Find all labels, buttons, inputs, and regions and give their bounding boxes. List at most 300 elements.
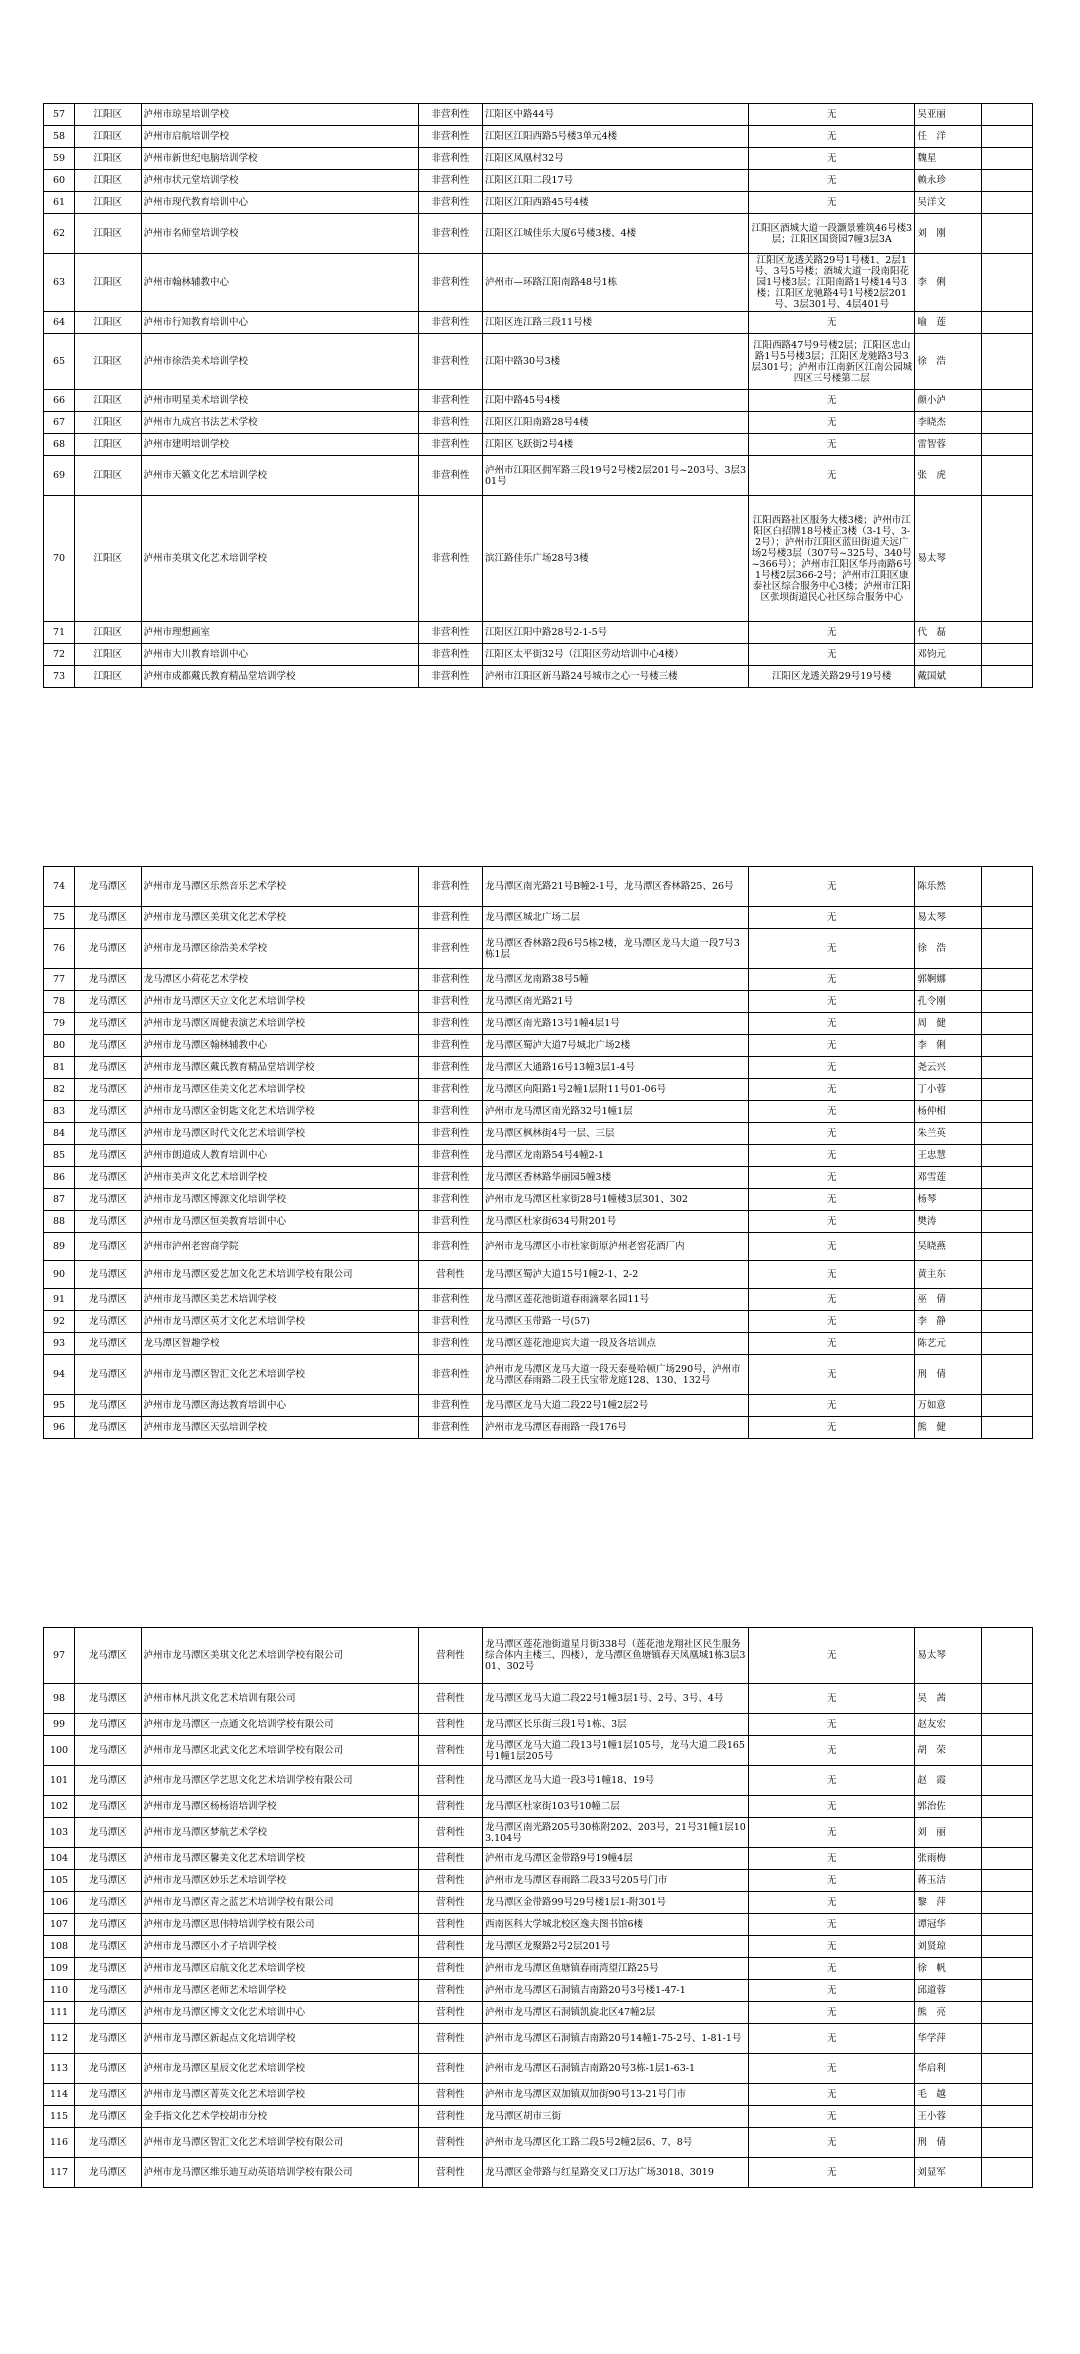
school-name-cell: 泸州市九成宫书法艺术学校 — [141, 412, 418, 434]
row-number-cell: 59 — [44, 148, 75, 170]
registered-address-cell: 泸州市龙马潭区化工路二段5号2幢2层6、7、8号 — [483, 2128, 749, 2158]
branch-address-cell: 无 — [749, 907, 915, 929]
nature-cell: 非营利性 — [418, 1013, 482, 1035]
registered-address-cell: 龙马潭区龙马大道二段13号1幢1层105号，龙马大道二段165号1幢1层205号 — [483, 1736, 749, 1766]
row-number-cell: 113 — [44, 2054, 75, 2084]
remark-cell — [981, 1311, 1032, 1333]
school-name-cell: 泸州市现代教育培训中心 — [141, 192, 418, 214]
school-name-cell: 龙马潭区智趣学校 — [141, 1333, 418, 1355]
district-cell: 江阳区 — [75, 644, 142, 666]
remark-cell — [981, 214, 1032, 254]
district-cell: 江阳区 — [75, 434, 142, 456]
table-row — [44, 2054, 1033, 2084]
row-number-cell: 66 — [44, 390, 75, 412]
school-name-cell: 泸州市龙马潭区美艺术培训学校 — [141, 1289, 418, 1311]
branch-address-cell: 无 — [749, 1211, 915, 1233]
district-cell: 龙马潭区 — [75, 1013, 142, 1035]
nature-cell: 非营利性 — [418, 334, 482, 390]
remark-cell — [981, 622, 1032, 644]
principal-cell: 代 磊 — [915, 622, 982, 644]
principal-cell: 吴亚丽 — [915, 104, 982, 126]
row-number-cell: 68 — [44, 434, 75, 456]
remark-cell — [981, 1289, 1032, 1311]
principal-cell: 周 健 — [915, 1013, 982, 1035]
district-cell: 江阳区 — [75, 622, 142, 644]
registered-address-cell: 龙马潭区南光路13号1幢4层1号 — [483, 1013, 749, 1035]
school-name-cell: 泸州市美声文化艺术培训学校 — [141, 1167, 418, 1189]
table-body — [44, 104, 1033, 688]
district-cell: 江阳区 — [75, 214, 142, 254]
branch-address-cell: 无 — [749, 104, 915, 126]
row-number-cell: 64 — [44, 312, 75, 334]
table-row — [44, 929, 1033, 969]
principal-cell: 刘 刚 — [915, 214, 982, 254]
school-name-cell: 泸州市龙马潭区爱艺加文化艺术培训学校有限公司 — [141, 1261, 418, 1289]
remark-cell — [981, 929, 1032, 969]
table-row — [44, 1818, 1033, 1848]
registered-address-cell: 江阳区江阳中路28号2-1-5号 — [483, 622, 749, 644]
table-row — [44, 622, 1033, 644]
registered-address-cell: 龙马潭区莲花池街道春雨滴翠名园11号 — [483, 1289, 749, 1311]
nature-cell: 非营利性 — [418, 991, 482, 1013]
table-row — [44, 1936, 1033, 1958]
nature-cell: 营利性 — [418, 1892, 482, 1914]
principal-cell: 赵 霞 — [915, 1766, 982, 1796]
school-name-cell: 泸州市龙马潭区一点通文化培训学校有限公司 — [141, 1714, 418, 1736]
district-cell: 龙马潭区 — [75, 991, 142, 1013]
nature-cell: 非营利性 — [418, 1355, 482, 1395]
branch-address-cell: 无 — [749, 312, 915, 334]
nature-cell: 非营利性 — [418, 170, 482, 192]
nature-cell: 非营利性 — [418, 496, 482, 622]
branch-address-cell: 无 — [749, 1289, 915, 1311]
remark-cell — [981, 1057, 1032, 1079]
nature-cell: 营利性 — [418, 2158, 482, 2188]
registered-address-cell: 龙马潭区杜家街103号10幢二层 — [483, 1796, 749, 1818]
district-cell: 江阳区 — [75, 126, 142, 148]
principal-cell: 刑 倩 — [915, 1355, 982, 1395]
school-table-1 — [43, 103, 1033, 688]
nature-cell: 非营利性 — [418, 1145, 482, 1167]
row-number-cell: 99 — [44, 1714, 75, 1736]
nature-cell: 营利性 — [418, 2024, 482, 2054]
principal-cell: 邓钧元 — [915, 644, 982, 666]
nature-cell: 营利性 — [418, 1870, 482, 1892]
registered-address-cell: 江阳区太平街32号（江阳区劳动培训中心4楼） — [483, 644, 749, 666]
registered-address-cell: 泸州市龙马潭区龙马大道一段天泰曼哈顿广场290号，泸州市龙马潭区春雨路二段王氏宝带龙庭128、130、132号 — [483, 1355, 749, 1395]
principal-cell: 易太琴 — [915, 907, 982, 929]
district-cell: 江阳区 — [75, 254, 142, 312]
remark-cell — [981, 2128, 1032, 2158]
principal-cell: 刘贤琼 — [915, 1936, 982, 1958]
branch-address-cell: 无 — [749, 867, 915, 907]
school-name-cell: 泸州市朗道成人教育培训中心 — [141, 1145, 418, 1167]
nature-cell: 营利性 — [418, 2106, 482, 2128]
school-name-cell: 泸州市龙马潭区启航文化艺术培训学校 — [141, 1958, 418, 1980]
row-number-cell: 60 — [44, 170, 75, 192]
principal-cell: 华学萍 — [915, 2024, 982, 2054]
registered-address-cell: 江阳区江城佳乐大厦6号楼3楼、4楼 — [483, 214, 749, 254]
registered-address-cell: 龙马潭区南光路21号B幢2-1号，龙马潭区香林路25、26号 — [483, 867, 749, 907]
registered-address-cell: 龙马潭区胡市三街 — [483, 2106, 749, 2128]
registered-address-cell: 龙马潭区南光路205号30栋附202、203号，21号31幢1层103.104号 — [483, 1818, 749, 1848]
table-row — [44, 496, 1033, 622]
table-row — [44, 1958, 1033, 1980]
school-name-cell: 泸州市龙马潭区学艺思文化艺术培训学校有限公司 — [141, 1766, 418, 1796]
school-name-cell: 泸州市龙马潭区星辰文化艺术培训学校 — [141, 2054, 418, 2084]
table-row — [44, 991, 1033, 1013]
row-number-cell: 73 — [44, 666, 75, 688]
row-number-cell: 95 — [44, 1395, 75, 1417]
principal-cell: 吴 茜 — [915, 1684, 982, 1714]
district-cell: 龙马潭区 — [75, 1914, 142, 1936]
principal-cell: 樊涛 — [915, 1211, 982, 1233]
nature-cell: 非营利性 — [418, 126, 482, 148]
school-name-cell: 泸州市龙马潭区天立文化艺术培训学校 — [141, 991, 418, 1013]
branch-address-cell: 无 — [749, 1684, 915, 1714]
row-number-cell: 97 — [44, 1628, 75, 1684]
table-row — [44, 1714, 1033, 1736]
nature-cell: 非营利性 — [418, 1417, 482, 1439]
registered-address-cell: 泸州市龙马潭区杜家街28号1幢楼3层301、302 — [483, 1189, 749, 1211]
principal-cell: 李晓杰 — [915, 412, 982, 434]
nature-cell: 非营利性 — [418, 1079, 482, 1101]
remark-cell — [981, 1233, 1032, 1261]
branch-address-cell: 无 — [749, 1355, 915, 1395]
principal-cell: 谭冠华 — [915, 1914, 982, 1936]
remark-cell — [981, 1211, 1032, 1233]
table-row — [44, 1261, 1033, 1289]
district-cell: 龙马潭区 — [75, 1848, 142, 1870]
branch-address-cell: 无 — [749, 2024, 915, 2054]
branch-address-cell: 江阳区酒城大道一段灏景雅筑46号楼3层；江阳区国资园7幢3层3A — [749, 214, 915, 254]
district-cell: 龙马潭区 — [75, 1167, 142, 1189]
branch-address-cell: 无 — [749, 1167, 915, 1189]
table-row — [44, 334, 1033, 390]
row-number-cell: 69 — [44, 456, 75, 496]
school-name-cell: 泸州市龙马潭区妙乐艺术培训学校 — [141, 1870, 418, 1892]
school-name-cell: 泸州市翰林辅教中心 — [141, 254, 418, 312]
registered-address-cell: 江阳区凤凰村32号 — [483, 148, 749, 170]
principal-cell: 易太琴 — [915, 1628, 982, 1684]
table-row — [44, 1684, 1033, 1714]
branch-address-cell: 无 — [749, 1079, 915, 1101]
row-number-cell: 100 — [44, 1736, 75, 1766]
table-row — [44, 1167, 1033, 1189]
row-number-cell: 80 — [44, 1035, 75, 1057]
branch-address-cell: 无 — [749, 1766, 915, 1796]
principal-cell: 邱道蓉 — [915, 1980, 982, 2002]
school-name-cell: 泸州市龙马潭区博文文化艺术培训中心 — [141, 2002, 418, 2024]
district-cell: 龙马潭区 — [75, 1333, 142, 1355]
principal-cell: 李 俐 — [915, 1035, 982, 1057]
school-name-cell: 泸州市龙马潭区博源文化培训学校 — [141, 1189, 418, 1211]
remark-cell — [981, 644, 1032, 666]
remark-cell — [981, 2084, 1032, 2106]
district-cell: 龙马潭区 — [75, 1101, 142, 1123]
nature-cell: 非营利性 — [418, 1211, 482, 1233]
school-name-cell: 泸州市龙马潭区北武文化艺术培训学校有限公司 — [141, 1736, 418, 1766]
table-row — [44, 1766, 1033, 1796]
table-row — [44, 1395, 1033, 1417]
district-cell: 江阳区 — [75, 334, 142, 390]
table-row — [44, 1189, 1033, 1211]
nature-cell: 非营利性 — [418, 254, 482, 312]
table-row — [44, 456, 1033, 496]
district-cell: 龙马潭区 — [75, 1796, 142, 1818]
nature-cell: 营利性 — [418, 1958, 482, 1980]
registered-address-cell: 江阳区江阳西路45号4楼 — [483, 192, 749, 214]
row-number-cell: 67 — [44, 412, 75, 434]
branch-address-cell: 无 — [749, 622, 915, 644]
school-name-cell: 泸州市龙马潭区新起点文化培训学校 — [141, 2024, 418, 2054]
remark-cell — [981, 1333, 1032, 1355]
nature-cell: 非营利性 — [418, 390, 482, 412]
remark-cell — [981, 2024, 1032, 2054]
principal-cell: 丁小蓉 — [915, 1079, 982, 1101]
row-number-cell: 94 — [44, 1355, 75, 1395]
school-name-cell: 泸州市行知教育培训中心 — [141, 312, 418, 334]
registered-address-cell: 江阳区飞跃街2号4楼 — [483, 434, 749, 456]
registered-address-cell: 泸州市江阳区新马路24号城市之心一号楼三楼 — [483, 666, 749, 688]
row-number-cell: 109 — [44, 1958, 75, 1980]
remark-cell — [981, 1628, 1032, 1684]
branch-address-cell: 无 — [749, 2106, 915, 2128]
table-row — [44, 867, 1033, 907]
branch-address-cell: 江阳区龙透关路29号1号楼1、2层1号、3号5号楼；酒城大道一段南阳花园1号楼3层；江阳南路1号楼14号3楼；江阳区龙驰路4号1号楼2层201号、3层301号、4层401号 — [749, 254, 915, 312]
row-number-cell: 61 — [44, 192, 75, 214]
registered-address-cell: 泸州市龙马潭区石洞镇吉南路20号3栋-1层1-63-1 — [483, 2054, 749, 2084]
nature-cell: 营利性 — [418, 1736, 482, 1766]
district-cell: 龙马潭区 — [75, 1289, 142, 1311]
principal-cell: 吴晓燕 — [915, 1233, 982, 1261]
table-row — [44, 1848, 1033, 1870]
registered-address-cell: 龙马潭区长乐街三段1号1栋、3层 — [483, 1714, 749, 1736]
registered-address-cell: 龙马潭区蜀泸大道15号1幢2-1、2-2 — [483, 1261, 749, 1289]
remark-cell — [981, 1892, 1032, 1914]
remark-cell — [981, 126, 1032, 148]
principal-cell: 朱兰英 — [915, 1123, 982, 1145]
row-number-cell: 88 — [44, 1211, 75, 1233]
branch-address-cell: 无 — [749, 1714, 915, 1736]
row-number-cell: 89 — [44, 1233, 75, 1261]
principal-cell: 李 静 — [915, 1311, 982, 1333]
principal-cell: 黎 萍 — [915, 1892, 982, 1914]
nature-cell: 营利性 — [418, 2054, 482, 2084]
principal-cell: 易太琴 — [915, 496, 982, 622]
district-cell: 龙马潭区 — [75, 1684, 142, 1714]
row-number-cell: 84 — [44, 1123, 75, 1145]
remark-cell — [981, 312, 1032, 334]
district-cell: 龙马潭区 — [75, 1123, 142, 1145]
row-number-cell: 82 — [44, 1079, 75, 1101]
row-number-cell: 104 — [44, 1848, 75, 1870]
table-row — [44, 1311, 1033, 1333]
branch-address-cell: 无 — [749, 1145, 915, 1167]
district-cell: 江阳区 — [75, 170, 142, 192]
remark-cell — [981, 1714, 1032, 1736]
school-name-cell: 泸州市龙马潭区梦航艺术学校 — [141, 1818, 418, 1848]
school-name-cell: 泸州市龙马潭区周健表演艺术培训学校 — [141, 1013, 418, 1035]
branch-address-cell: 无 — [749, 1101, 915, 1123]
remark-cell — [981, 170, 1032, 192]
principal-cell: 华启利 — [915, 2054, 982, 2084]
nature-cell: 非营利性 — [418, 192, 482, 214]
branch-address-cell: 无 — [749, 1796, 915, 1818]
school-name-cell: 泸州市理想画室 — [141, 622, 418, 644]
registered-address-cell: 龙马潭区大通路16号13幢3层1-4号 — [483, 1057, 749, 1079]
district-cell: 龙马潭区 — [75, 1417, 142, 1439]
row-number-cell: 112 — [44, 2024, 75, 2054]
district-cell: 龙马潭区 — [75, 1736, 142, 1766]
school-name-cell: 泸州市龙马潭区菁英文化艺术培训学校 — [141, 2084, 418, 2106]
district-cell: 龙马潭区 — [75, 1233, 142, 1261]
remark-cell — [981, 2106, 1032, 2128]
registered-address-cell: 泸州市龙马潭区小市杜家街原泸州老窖花酒厂内 — [483, 1233, 749, 1261]
principal-cell: 杨琴 — [915, 1189, 982, 1211]
district-cell: 江阳区 — [75, 312, 142, 334]
principal-cell: 王小蓉 — [915, 2106, 982, 2128]
nature-cell: 非营利性 — [418, 1057, 482, 1079]
remark-cell — [981, 2158, 1032, 2188]
nature-cell: 营利性 — [418, 1848, 482, 1870]
row-number-cell: 90 — [44, 1261, 75, 1289]
principal-cell: 郭婀娜 — [915, 969, 982, 991]
branch-address-cell: 江阳西路47号9号楼2层；江阳区忠山路1号5号楼3层；江阳区龙驰路3号3层301号；泸州市江南新区江南公园城四区三号楼第二层 — [749, 334, 915, 390]
registered-address-cell: 龙马潭区龙南路54号4幢2-1 — [483, 1145, 749, 1167]
registered-address-cell: 龙马潭区杜家街634号附201号 — [483, 1211, 749, 1233]
row-number-cell: 102 — [44, 1796, 75, 1818]
school-name-cell: 泸州市龙马潭区美琪文化艺术学校 — [141, 907, 418, 929]
table-row — [44, 2158, 1033, 2188]
school-name-cell: 泸州市美琪文化艺术培训学校 — [141, 496, 418, 622]
table-row — [44, 148, 1033, 170]
school-name-cell: 泸州市龙马潭区金钥匙文化艺术培训学校 — [141, 1101, 418, 1123]
branch-address-cell: 无 — [749, 1311, 915, 1333]
school-name-cell: 泸州市天籁文化艺术培训学校 — [141, 456, 418, 496]
remark-cell — [981, 1936, 1032, 1958]
nature-cell: 营利性 — [418, 1796, 482, 1818]
branch-address-cell: 无 — [749, 126, 915, 148]
school-name-cell: 泸州市龙马潭区英才文化艺术培训学校 — [141, 1311, 418, 1333]
district-cell: 龙马潭区 — [75, 929, 142, 969]
table-row — [44, 1333, 1033, 1355]
registered-address-cell: 泸州市龙马潭区鱼塘镇春雨湾望江路25号 — [483, 1958, 749, 1980]
row-number-cell: 74 — [44, 867, 75, 907]
school-name-cell: 泸州市龙马潭区杨杨语培训学校 — [141, 1796, 418, 1818]
nature-cell: 营利性 — [418, 1261, 482, 1289]
remark-cell — [981, 1818, 1032, 1848]
branch-address-cell: 无 — [749, 1123, 915, 1145]
principal-cell: 陈艺元 — [915, 1333, 982, 1355]
district-cell: 龙马潭区 — [75, 1980, 142, 2002]
registered-address-cell: 龙马潭区南光路21号 — [483, 991, 749, 1013]
nature-cell: 非营利性 — [418, 312, 482, 334]
table-row — [44, 312, 1033, 334]
remark-cell — [981, 907, 1032, 929]
row-number-cell: 98 — [44, 1684, 75, 1714]
nature-cell: 营利性 — [418, 1818, 482, 1848]
registered-address-cell: 龙马潭区金带路与红星路交叉口万达广场3018、3019 — [483, 2158, 749, 2188]
district-cell: 龙马潭区 — [75, 2084, 142, 2106]
remark-cell — [981, 2002, 1032, 2024]
branch-address-cell: 无 — [749, 192, 915, 214]
district-cell: 龙马潭区 — [75, 907, 142, 929]
district-cell: 龙马潭区 — [75, 2106, 142, 2128]
nature-cell: 非营利性 — [418, 104, 482, 126]
registered-address-cell: 龙马潭区龙马大道二段22号1幢2层2号 — [483, 1395, 749, 1417]
remark-cell — [981, 969, 1032, 991]
remark-cell — [981, 456, 1032, 496]
row-number-cell: 62 — [44, 214, 75, 254]
table-row — [44, 969, 1033, 991]
district-cell: 江阳区 — [75, 390, 142, 412]
principal-cell: 邓雪莲 — [915, 1167, 982, 1189]
district-cell: 龙马潭区 — [75, 1395, 142, 1417]
district-cell: 龙马潭区 — [75, 2158, 142, 2188]
school-name-cell: 泸州市状元堂培训学校 — [141, 170, 418, 192]
nature-cell: 非营利性 — [418, 148, 482, 170]
branch-address-cell: 无 — [749, 1233, 915, 1261]
branch-address-cell: 无 — [749, 148, 915, 170]
row-number-cell: 96 — [44, 1417, 75, 1439]
registered-address-cell: 龙马潭区金带路99号29号楼1层1-附301号 — [483, 1892, 749, 1914]
principal-cell: 尧云兴 — [915, 1057, 982, 1079]
district-cell: 龙马潭区 — [75, 2024, 142, 2054]
registered-address-cell: 龙马潭区玉带路一号(57) — [483, 1311, 749, 1333]
principal-cell: 杨仲相 — [915, 1101, 982, 1123]
nature-cell: 非营利性 — [418, 969, 482, 991]
remark-cell — [981, 1145, 1032, 1167]
table-row — [44, 1079, 1033, 1101]
branch-address-cell: 无 — [749, 1628, 915, 1684]
branch-address-cell: 无 — [749, 2128, 915, 2158]
principal-cell: 胡 荣 — [915, 1736, 982, 1766]
table-row — [44, 1057, 1033, 1079]
registered-address-cell: 泸州市龙马潭区春雨路一段176号 — [483, 1417, 749, 1439]
remark-cell — [981, 412, 1032, 434]
branch-address-cell: 无 — [749, 456, 915, 496]
branch-address-cell: 无 — [749, 969, 915, 991]
principal-cell: 任 洋 — [915, 126, 982, 148]
nature-cell: 非营利性 — [418, 1289, 482, 1311]
branch-address-cell: 无 — [749, 170, 915, 192]
principal-cell: 赖永珍 — [915, 170, 982, 192]
registered-address-cell: 西南医科大学城北校区逸夫图书馆6楼 — [483, 1914, 749, 1936]
principal-cell: 陈乐然 — [915, 867, 982, 907]
district-cell: 江阳区 — [75, 412, 142, 434]
remark-cell — [981, 1766, 1032, 1796]
row-number-cell: 65 — [44, 334, 75, 390]
table-row — [44, 1101, 1033, 1123]
nature-cell: 非营利性 — [418, 867, 482, 907]
branch-address-cell: 无 — [749, 1980, 915, 2002]
registered-address-cell: 龙马潭区莲花池迎宾大道一段及各培训点 — [483, 1333, 749, 1355]
school-name-cell: 金手指文化艺术学校胡市分校 — [141, 2106, 418, 2128]
nature-cell: 非营利性 — [418, 434, 482, 456]
registered-address-cell: 龙马潭区龙马大道一段3号1幢18、19号 — [483, 1766, 749, 1796]
row-number-cell: 117 — [44, 2158, 75, 2188]
table-row — [44, 1796, 1033, 1818]
district-cell: 龙马潭区 — [75, 2002, 142, 2024]
district-cell: 江阳区 — [75, 104, 142, 126]
remark-cell — [981, 104, 1032, 126]
school-name-cell: 泸州市名师堂培训学校 — [141, 214, 418, 254]
registered-address-cell: 龙马潭区龙聚路2号2层201号 — [483, 1936, 749, 1958]
row-number-cell: 92 — [44, 1311, 75, 1333]
registered-address-cell: 龙马潭区龙马大道二段22号1幢3层1号、2号、3号、4号 — [483, 1684, 749, 1714]
registered-address-cell: 泸州市—环路江阳南路48号1栋 — [483, 254, 749, 312]
